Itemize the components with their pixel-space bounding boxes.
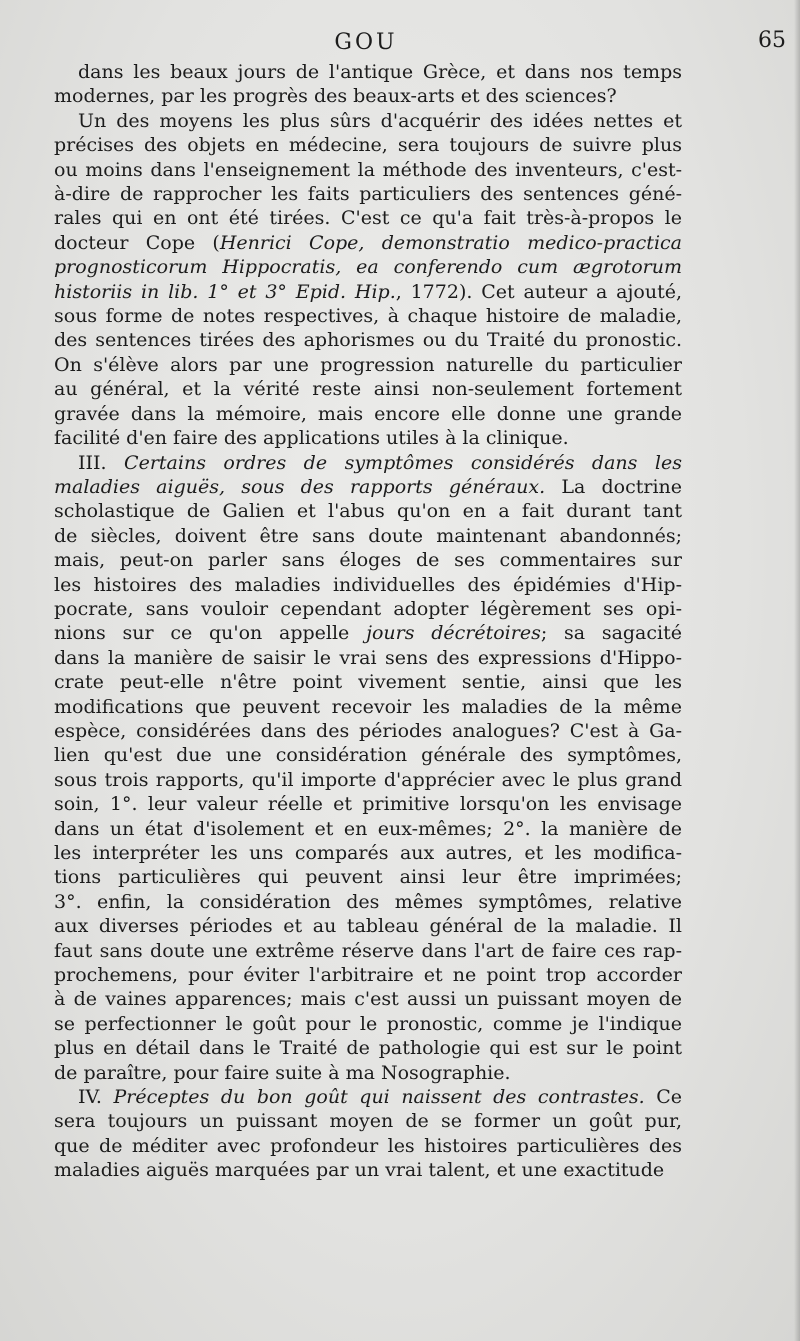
text-line — [54, 426, 682, 450]
text-line — [54, 817, 682, 841]
text-span: rales qui en ont été tirées. C'est ce qu'a fait très-à-propos le — [54, 207, 682, 230]
text-line — [54, 914, 682, 938]
text-line — [54, 377, 682, 401]
text-line — [54, 231, 682, 255]
text-span: aux diverses périodes et au tableau général de la maladie. Il — [54, 915, 682, 938]
text-line — [54, 84, 682, 108]
text-line — [54, 1036, 682, 1060]
text-span: sera toujours un puissant moyen de se former un goût pur, — [54, 1110, 682, 1133]
text-span: de paraître, pour faire suite à ma Nosographie. — [54, 1061, 511, 1084]
text-line — [54, 573, 682, 597]
italic-span: prognosticorum Hippocratis, ea conferendo cum ægrotorum — [54, 256, 682, 279]
text-span: facilité d'en faire des applications utiles à la clinique. — [54, 427, 569, 450]
text-line — [54, 451, 682, 475]
text-span: , 1772). Cet auteur a ajouté, — [395, 280, 682, 303]
text-line — [54, 719, 682, 743]
italic-span: Certains ordres de symptômes considérés dans les — [124, 451, 682, 474]
text-span: faut sans doute une extrême réserve dans l'art de faire ces rap- — [54, 939, 682, 962]
text-span: à-dire de rapprocher les faits particuliers des sentences géné- — [54, 183, 682, 206]
text-span: tions particulières qui peuvent ainsi leur être imprimées; — [54, 866, 682, 889]
text-line — [54, 548, 682, 572]
text-line — [54, 524, 682, 548]
text-line — [54, 475, 682, 499]
italic-span: Préceptes du bon goût qui naissent des contrastes. — [113, 1086, 645, 1109]
text-line — [54, 1134, 682, 1158]
paragraph — [54, 109, 682, 451]
text-span: On s'élève alors par une progression naturelle du particulier — [54, 353, 682, 376]
text-span: soin, 1°. leur valeur réelle et primitive lorsqu'on les envisage — [54, 793, 682, 816]
text-span: les interpréter les uns comparés aux autres, et les modifica- — [54, 842, 682, 864]
text-span: modernes, par les progrès des beaux-arts et des sciences? — [54, 85, 617, 108]
text-line — [54, 939, 682, 963]
page-edge-shadow — [794, 0, 800, 1341]
text-line — [54, 280, 682, 304]
text-span: Un des moyens les plus sûrs d'acquérir des idées nettes et — [78, 109, 682, 132]
text-line — [54, 670, 682, 694]
text-line — [54, 206, 682, 230]
text-span: les histoires des maladies individuelles des épidémies d'Hip- — [54, 573, 682, 596]
text-span: de siècles, doivent être sans doute maintenant abandonnés; — [54, 524, 682, 547]
text-span: La doctrine — [545, 475, 682, 498]
text-span: maladies aiguës marquées par un vrai talent, et une exactitude — [54, 1159, 665, 1182]
body-text — [54, 60, 682, 1183]
text-line — [54, 1061, 682, 1085]
text-line — [54, 499, 682, 523]
text-line — [54, 182, 682, 206]
text-line — [54, 304, 682, 328]
text-line — [54, 743, 682, 767]
text-line — [54, 597, 682, 621]
text-line — [54, 987, 682, 1011]
text-line — [54, 1012, 682, 1036]
text-span: ou moins dans l'enseignement la méthode des inventeurs, c'est- — [54, 158, 682, 181]
paragraph — [54, 451, 682, 1086]
paragraph — [54, 1085, 682, 1183]
italic-span: maladies aiguës, sous des rapports généraux. — [54, 475, 546, 498]
text-line — [54, 841, 682, 865]
text-line — [54, 768, 682, 792]
text-span: prochemens, pour éviter l'arbitraire et ne point trop accorder — [54, 964, 682, 987]
italic-span: Henrici Cope, demonstratio medico-practica — [219, 231, 682, 254]
text-span: sous forme de notes respectives, à chaque histoire de maladie, — [54, 305, 682, 328]
text-line — [54, 158, 682, 182]
page-number: 65 — [758, 28, 786, 53]
text-line — [54, 1085, 682, 1109]
text-span: ; sa sagacité — [540, 622, 682, 645]
text-line — [54, 792, 682, 816]
italic-span: historiis in lib. 1° et 3° Epid. Hip. — [54, 280, 396, 303]
text-line — [54, 402, 682, 426]
text-line — [54, 255, 682, 279]
text-span: sous trois rapports, qu'il importe d'apprécier avec le plus grand — [54, 768, 682, 791]
text-span: Ce — [644, 1086, 683, 1109]
text-line — [54, 328, 682, 352]
text-line — [54, 963, 682, 987]
text-line — [54, 1109, 682, 1133]
text-span: nions sur ce qu'on appelle — [54, 622, 367, 645]
paragraph — [54, 60, 682, 109]
text-line — [54, 646, 682, 670]
text-span: espèce, considérées dans des périodes analogues? C'est à Ga- — [54, 719, 682, 742]
text-span: précises des objets en médecine, sera toujours de suivre plus — [54, 134, 682, 157]
text-line — [54, 695, 682, 719]
running-title: GOU — [334, 30, 398, 55]
text-line — [54, 621, 682, 645]
text-span: modifications que peuvent recevoir les maladies de la même — [54, 695, 682, 718]
text-span: dans un état d'isolement et en eux-mêmes; 2°. la manière de — [54, 817, 682, 840]
text-line — [54, 109, 682, 133]
text-span: 3°. enfin, la considération des mêmes symptômes, relative — [54, 890, 682, 913]
text-span: crate peut-elle n'être point vivement sentie, ainsi que les — [54, 671, 682, 694]
text-span: dans les beaux jours de l'antique Grèce, et dans nos temps — [78, 61, 682, 83]
text-span: au général, et la vérité reste ainsi non-seulement fortement — [54, 378, 682, 401]
text-span: que de méditer avec profondeur les histoires particulières des — [54, 1134, 682, 1157]
text-span: docteur Cope ( — [54, 231, 220, 254]
text-span: mais, peut-on parler sans éloges de ses commentaires sur — [54, 549, 682, 572]
text-span: dans la manière de saisir le vrai sens des expressions d'Hippo- — [54, 646, 682, 669]
text-span: des sentences tirées des aphorismes ou du Traité du pronostic. — [54, 329, 682, 352]
text-span: se perfectionner le goût pour le pronostic, comme je l'indique — [54, 1012, 682, 1035]
text-line — [54, 133, 682, 157]
text-line — [54, 60, 682, 84]
text-span: à de vaines apparences; mais c'est aussi un puissant moyen de — [54, 988, 682, 1011]
text-span: lien qu'est due une considération générale des symptômes, — [54, 744, 682, 767]
text-line — [54, 1158, 682, 1182]
text-span: pocrate, sans vouloir cependant adopter légèrement ses opi- — [54, 597, 682, 620]
italic-span: jours décrétoires — [366, 622, 541, 645]
text-span: IV. — [78, 1086, 114, 1109]
text-line — [54, 865, 682, 889]
text-span: gravée dans la mémoire, mais encore elle donne une grande — [54, 402, 682, 425]
text-span: scholastique de Galien et l'abus qu'on en a fait durant tant — [54, 500, 682, 523]
text-line — [54, 353, 682, 377]
running-head — [0, 28, 800, 58]
text-line — [54, 890, 682, 914]
text-span: plus en détail dans le Traité de pathologie qui est sur le point — [54, 1037, 682, 1060]
text-span: III. — [78, 451, 125, 474]
